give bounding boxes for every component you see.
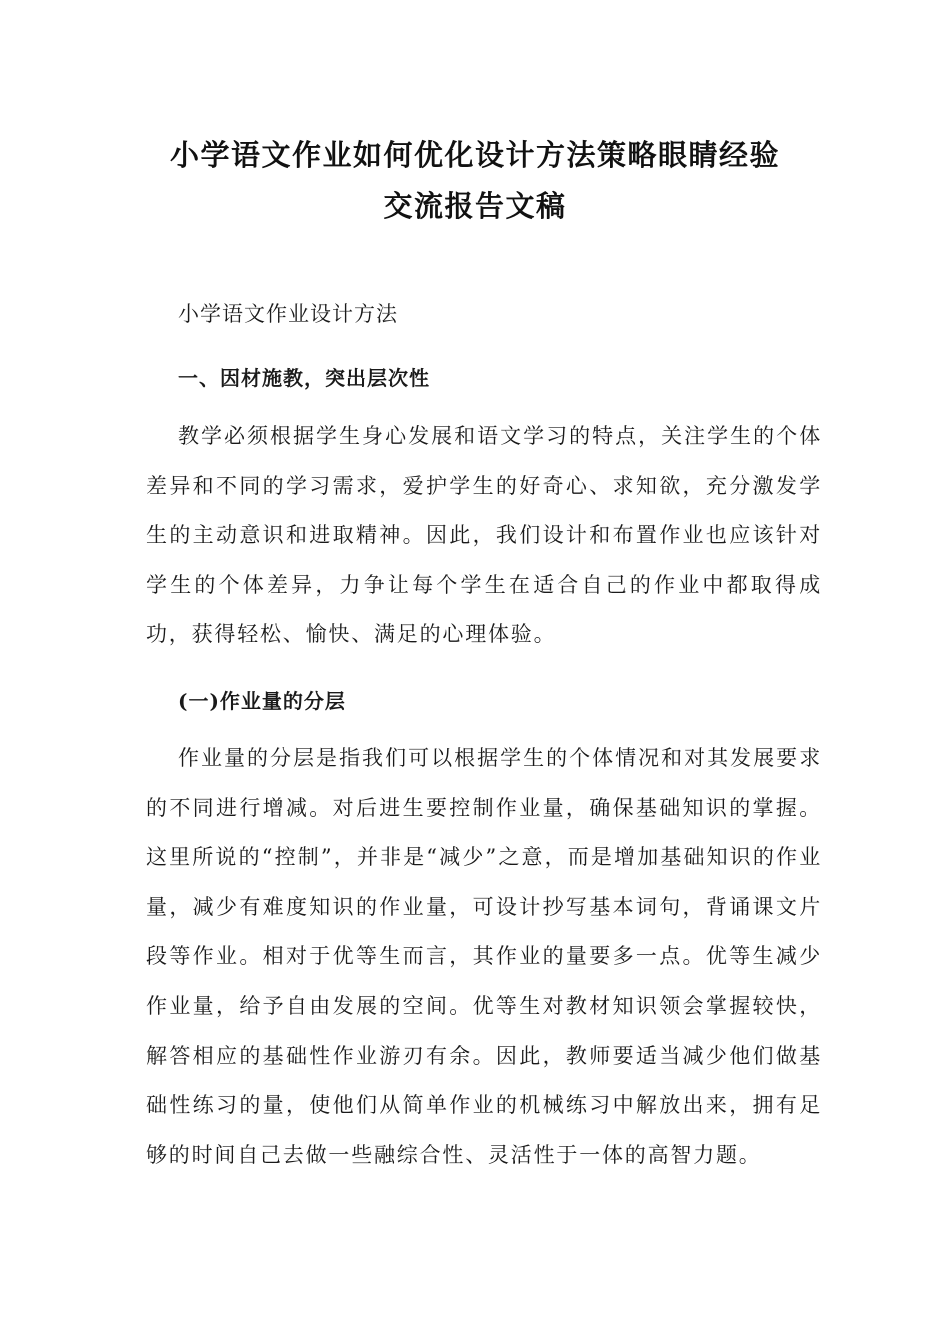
paragraph-2: 作业量的分层是指我们可以根据学生的个体情况和对其发展要求的不同进行增减。对后进生要控制作业量，确保基础知识的掌握。这里所说的“控制”，并非是“减少”之意，而是增加基础知识的作业量，减少有难度知识的作业量，可设计抄写基本词句，背诵课文片段等作业。相对于优等生而言，其作业的量要多一点。优等生减少作业量，给予自由发展的空间。优等生对教材知识领会掌握较快，解答相应的基础性作业游刃有余。因此，教师要适当减少他们做基础性练习的量，使他们从简单作业的机械练习中解放出来，拥有足够的时间自己去做一些融综合性、灵活性于一体的高智力题。 bbox=[146, 746, 822, 1167]
heading-1: 一、因材施教，突出层次性 bbox=[178, 366, 430, 390]
section-label: 小学语文作业设计方法 bbox=[178, 302, 398, 326]
document-title-line-2: 交流报告文稿 bbox=[383, 189, 567, 223]
paragraph-1: 教学必须根据学生身心发展和语文学习的特点，关注学生的个体差异和不同的学习需求，爱护学生的好奇心、求知欲，充分激发学生的主动意识和进取精神。因此，我们设计和布置作业也应该针对学生的个体差异，力争让每个学生在适合自己的作业中都取得成功，获得轻松、愉快、满足的心理体验。 bbox=[146, 424, 822, 647]
document-title-line-1: 小学语文作业如何优化设计方法策略眼睛经验 bbox=[169, 138, 780, 172]
subheading-1: (一)作业量的分层 bbox=[178, 689, 346, 713]
